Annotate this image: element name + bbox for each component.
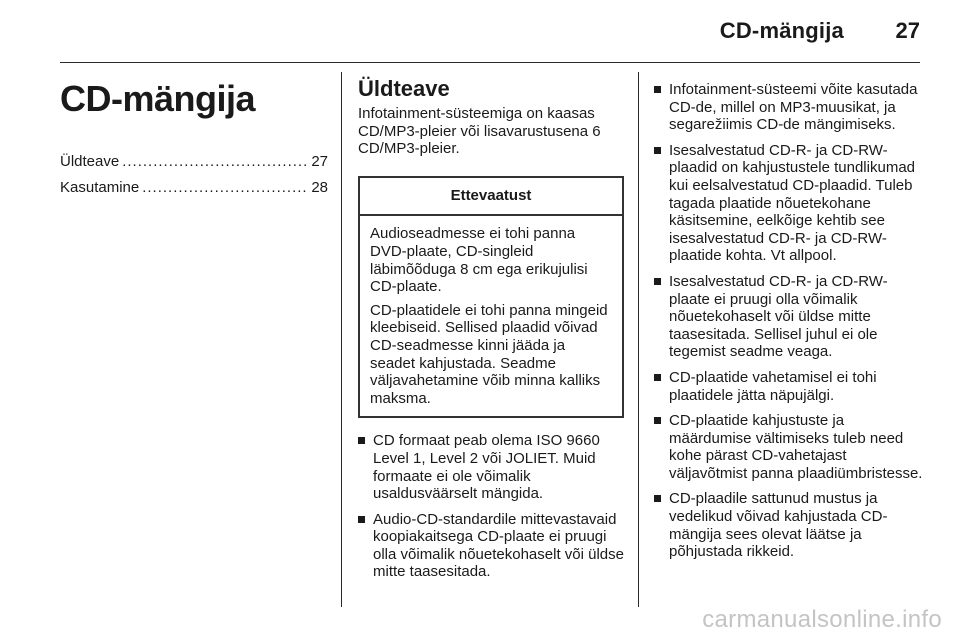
column-1 [60,75,328,201]
running-head-title: CD-mängija [719,18,844,43]
list-item: CD formaat peab olema ISO 9660 Level 1, Level 2 või JOLIET. Muid formaate ei ole võimalik usaldusväärselt mängida. [358,432,624,502]
column-divider-1 [341,72,342,607]
column-2 [358,75,624,589]
caution-body [360,216,622,416]
list-item: CD-plaatide kahjustuste ja määrdumise vältimiseks tuleb need kohe pärast CD-vahetajast väljavõtmist panna plaadiümbristesse. [654,412,924,482]
bullet-list [358,432,624,581]
toc-entry-page: 28 [311,179,328,196]
toc-entry-label: Kasutamine [60,179,140,196]
header-rule [60,62,920,63]
column-3 [654,75,924,569]
toc-entry-label: Üldteave [60,153,120,170]
caution-paragraph: Audioseadmesse ei tohi panna DVD-plaate, CD-singleid läbimõõduga 8 cm ega erikujulisi CD-plaate. [370,225,588,296]
chapter-title: CD-mängija [60,78,256,119]
caution-box [358,176,624,419]
toc-entry-general[interactable] [60,149,328,175]
list-item: CD-plaatide vahetamisel ei tohi plaatidele jätta näpujälgi. [654,369,924,404]
watermark: carmanualsonline.info [702,606,942,633]
list-item: Isesalvestatud CD-R- ja CD-RW-plaate ei pruugi olla võimalik nõuetekohaselt või üldse mitte taasesitada. Sellisel juhul ei ole tegemist seadme veaga. [654,273,924,361]
toc-entry-page: 27 [311,153,328,170]
caution-heading: Ettevaatust [360,178,622,217]
list-item: Audio-CD-standardile mittevastavaid koopiakaitsega CD-plaate ei pruugi olla võimalik nõuetekohaselt või üldse mitte taasesitada. [358,511,624,581]
toc-leader-dots [122,149,308,175]
caution-paragraph: CD-plaatidele ei tohi panna mingeid kleebiseid. Sellised plaadid võivad CD-seadmesse kinni jääda ja seadet kahjustada. Seadme väljavahetamine võib minna kalliks maksma. [370,301,608,407]
list-item: Isesalvestatud CD-R- ja CD-RW-plaadid on kahjustustele tundlikumad kui eelsalvestatud CD-plaadid. Tuleb tagada plaatide nõuetekohane käsitsemine, eelkõige kehtib see isesalvestatud CD-R- ja CD-RW-plaatide kohta. Vt allpool. [654,142,924,265]
toc-leader-dots [142,175,308,201]
intro-paragraph: Infotainment-süsteemiga on kaasas CD/MP3-pleier või lisavarustusena 6 CD/MP3-pleier. [358,105,601,158]
column-divider-2 [638,72,639,607]
table-of-contents [60,149,328,201]
list-item: Infotainment-süsteemi võite kasutada CD-de, millel on MP3-muusikat, ja segarežiimis CD-de mängimiseks. [654,81,924,134]
section-title: Üldteave [358,76,450,101]
page-number: 27 [895,18,920,43]
bullet-list [654,81,924,561]
list-item: CD-plaadile sattunud mustus ja vedelikud võivad kahjustada CD-mängija sees olevat läätse ja põhjustada rikkeid. [654,490,924,560]
running-head [0,18,960,48]
toc-entry-usage[interactable] [60,175,328,201]
